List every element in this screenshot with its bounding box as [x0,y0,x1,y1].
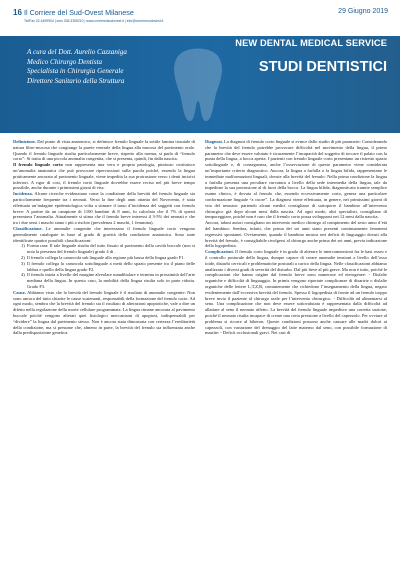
paragraph-diagnosi: Diagnosi. La diagnosi di frenulo corto linguale si evince dallo studio di più parametri: Considerando che la brevità del frenulo potrebbe provocare difficoltà nel movimento della lingua, il primo parametro che deve essere valutato è sicuramente l’incapacità del soggetto di toccare il palato con la punta della lingua, a bocca aperta. I pazienti con frenulo linguale corto presentano un ristretto spazio sottolinguale e, di conseguenza, anche l’osservazione di questo parametro viene considerata un’importante criterio diagnostico. Ancora, la lingua a farfalla o la lingua bifida, rappresentano le immediate malformazioni linguali, dovute alla brevità del frenulo: Nella prima condizione la lingua a farfalla presenta una peculiare curvatura a livello della sede intermedia della lingua, tale da impedirne la sua protrusione al di fuori della bocca. La lingua bifida, diagnosticata tramite semplice esame clinico, è dovuta al frenulo che, essendo eccessivamente corto, genera una particolare conformazione linguale “a cuore”. La diagnosi viene effettuata, in genere, nei primissimi giorni di vita del neonato: partendo alcuni medici consigliano di sottoporre il bambino all’intervento chirurgico già dopo alcuni mesi dalla nascita. Ad ogni modo, altri specialisti, consigliano di temporeggiare, poiché non è raro che il frenulo corto possa svilupparsi nei 12 mesi dalla nascita. [205,139,387,220]
list-item: 4) Il frenulo inizia a livello del margine alveolare mandibolare e termina in prossimità dell’arte mediana della lingua. In questo caso, la mobilità della lingua risulta solo in parte ridotta. Grado F3. [21,272,195,289]
classification-list [13,243,195,289]
byline-line: A cura del Dott. Aurelio Cazzaniga [27,48,127,56]
byline-line: Medico Chirurgo Dentista [27,57,103,66]
paragraph-incidenza: Incidenza. Alcune ricerche evidenziano come la condizione della brevità del frenulo linguale sia particolarmente frequente tra i neonati. Verso la fine degli anni ottanta del Novecento, è stata effettuata un’indagine epidemiologica volta a stimare il tasso d’incidenza del soggetti con frenulo breve: A partire da un campione di 1100 bambini di 8 anni, fu calcolato che il 7% di questi presentava l’anomalia. Attualmente si stima che il frenulo breve interessi il 3-5% dei neonati e che tra i due sessi i maschi siano i più a rischio (prevalenza 2 maschi, 1 femmina). [13,191,195,226]
paragraph-definition: Definizione. Dal punto di vista anatomico, si definisce frenulo linguale la sottile lamina tissutale di natura fibro-mucosa che congiunge la parete ventrale della lingua alla mucosa del pavimento orale. Quando il frenulo linguale risulta particolarmente breve, rispetto alla norma, si parla di “frenulo corto”: Si tratta di una piccola anomalia congenita, che si presenta, quindi, fin dalla nascita. [13,139,195,162]
paragraph-classificazione: Classificazione. Le anomalie congenite che interessano il frenulo linguale corto vengono generalmente catalogate in base al grado di gravità della condizione anatomica. Sono state identificate quattro possibili classificazioni: [13,225,195,243]
byline-line: Direttore Sanitario della Struttura [27,76,125,85]
tooth-icon [168,46,228,126]
list-item: 2) Il frenulo collega la caruncola sub linguale alla regione più bassa della lingua grado F1. [21,254,185,260]
paragraph-cause: Cause. Abbiamo visto che la brevità del frenulo linguale è il risultato di anomalie congenite: Non sono ancora del tutto chiarite le cause scatenanti, responsabili della formazione del frenulo corto. Ad ogni modo, sembra che la brevità del frenulo sia il risultato di alterazioni apoptotiche, vale a dire un difetto nella regolazione della morte cellulare programmata. La lingua rimane ancorata al pavimento buccale poiché vengono alterati quei fisiologici meccanismi di apoptosi, indispensabili per “dividere” la lingua dal pavimento stesso. Non è ancora stata dimostrata con certezza l’ereditarietà della condizione, ma si presume che, almeno in parte, la brevità del frenulo sia influenzata anche dalla predisposizione genetica. [13,289,195,336]
page-number: 16 [13,8,22,17]
newspaper-name: Il Corriere del Sud-Ovest Milanese [24,8,134,17]
issue-date: 29 Giugno 2019 [338,8,388,15]
byline-line: Specialista in Chirurgia Generale [27,67,124,75]
author-byline [27,48,127,86]
section-subtitle: STUDI DENTISTICI [258,59,387,75]
paragraph-intervento: Ancora, taluni autori consigliano un intervento medico chirurgo al compimento del sesto anno d’età del bambino: Sembra, infatti, che prima dei sei anni siano presenti continuamente fenomeni regressivi spontanei. Ovviamente, quando il bambino mostra seri deficit di linguaggio dovuti alla brevità del frenulo, è consigliabile rivolgersi al chirurgo anche prima dei sei anni, previa indicazione della logopedista. [205,220,387,249]
contact-line: Tel/Fax 02.4499904 | sms 335.3355210 | www.corrieredsudovest.it | info@corrieresudovest.it [24,19,164,23]
left-column [13,139,195,336]
right-column [205,139,387,336]
list-item: 1) Forma rara: Il tale linguale risulta del tutto fissato al pavimento della cavità buccale (non si nota la presenza del frenulo linguale) grado 4 di . [21,243,195,255]
paragraph-frenulo: Il frenulo linguale corto non rappresenta una vera e propria patologia, piuttosto costituisce un’anomalia anatomica che può provocare ripercussioni sulla parola poiché, essendo la lingua praticamente ancorata al pavimento linguale, viene impedita la sua protrusione verso i denti incisivi inferiori. A rigor di cosi, il frenulo corto linguale dovrebbe essere reciso nel più breve tempo possibile, anche durante i primissimi giorni di vita. [13,162,195,191]
section-name: NEW DENTAL MEDICAL SERVICE [235,38,387,48]
list-item: 3) Il frenulo collega la caruncola sottolinguale a metà dello spazio presente tra il piano delle labbra e quello della lingua grado F2. [21,260,195,272]
section-banner [0,36,400,133]
paragraph-complicazioni: Complicazioni. Il frenulo corto linguale è in grado di alterare le interconnessioni fra le basi osseo e il controllo posturale della lingua, dunque capace di creare anomalie tensioni a livello dell’osso ioide, disturbi cervicali e problematiche posturali a carico della lingua. Nelle classificazioni abbiamo analizzato i diversi gradi di severità del disturbo. Dal più lieve al più grave. Ma non è tutto, poiché le complicazioni che hanno origine dal frenulo breve sono numerose ed eterogenee: - Disfalie organiche e difficoltà di linguaggio. In primis vengono riportate complicanze di disartrie o dislalie organiche delle lettere L,T,Z,R, comunemente che richiedono l’insegnamento della lingua, negato evidentemente dall’eccessiva brevità del frenulo. Spesso il logopedista di fronte ad un frenulo troppo breve invia il paziente al chirurgo orale per l’intervento chirurgico. - Difficoltà ad alimentarsi al seno. Una complicazione che non deve essere sottovalutata è rappresentata dalla difficoltà ad allattare al seno il neonato affetto. La brevità del frenulo linguale impedisce una corretta suzione, poiché il neonato risulta incapace di creare una certa pressione a livello del capezzolo. Per ovviare al problema si ricorre al biberon. Queste condizioni possono anche causare alle madri dolori ai capezzoli, con variazione del drenaggio del latte materno dal seno, con possibile formazione di mastite: - Deficit occlusionali gravi. Nei casi di [205,249,387,336]
